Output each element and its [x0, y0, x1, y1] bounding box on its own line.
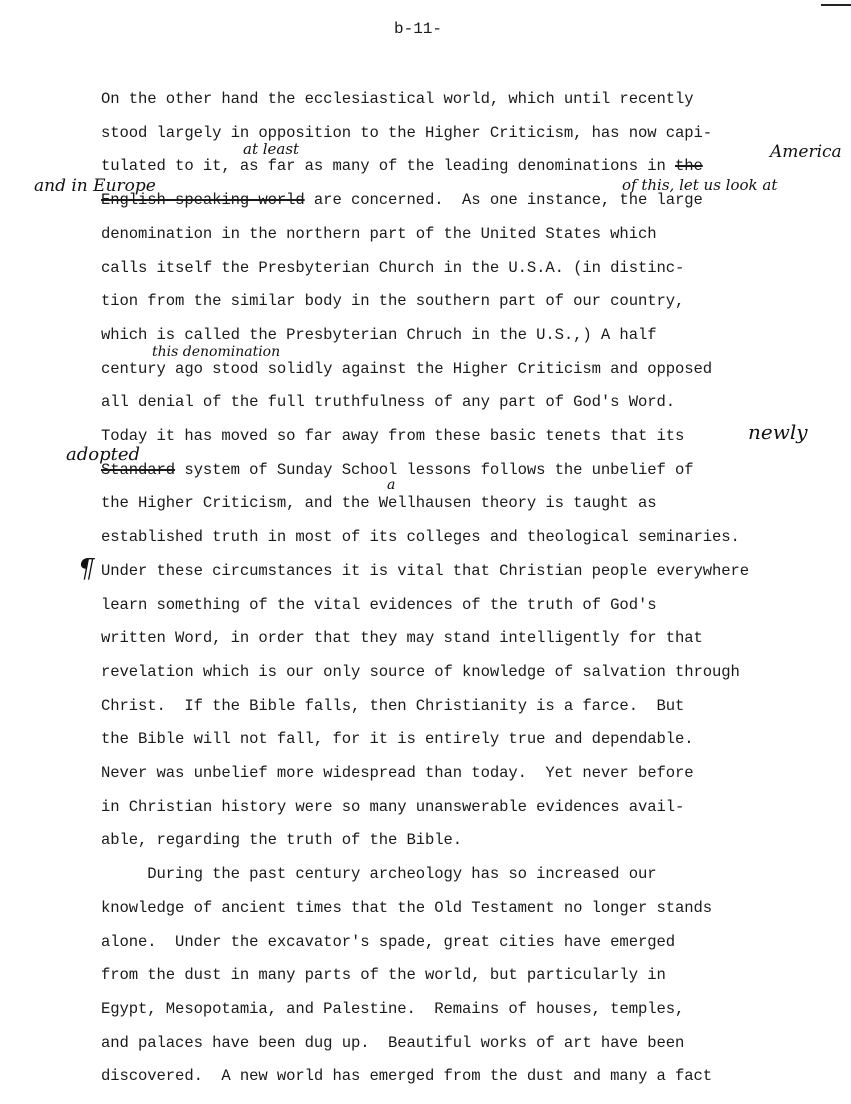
text-segment: calls itself the Presbyterian Church in the U.S.A. (in distinc- [101, 258, 685, 277]
paragraph-mark: ¶ [78, 554, 95, 584]
text-segment: knowledge of ancient times that the Old Testament no longer stands [101, 898, 713, 917]
text-line [101, 933, 675, 951]
text-segment: Christ. If the Bible falls, then Christianity is a farce. But [101, 696, 685, 715]
text-line [101, 764, 694, 782]
text-line [101, 191, 703, 209]
text-line [101, 562, 749, 580]
text-segment: Egypt, Mesopotamia, and Palestine. Remains of houses, temples, [101, 999, 685, 1018]
text-line [101, 1034, 684, 1052]
text-segment: Never was unbelief more widespread than today. Yet never before [101, 764, 694, 782]
text-line [101, 393, 675, 411]
text-segment: During the past century archeology has so increased our [101, 865, 657, 884]
text-line [101, 528, 740, 546]
text-line [101, 259, 684, 277]
text-segment: alone. Under the excavator's spade, great cities have emerged [101, 932, 675, 951]
text-segment: which is called the Presbyterian Chruch in the U.S.,) A half [101, 325, 657, 344]
annotation-this-denomination: this denomination [152, 344, 281, 360]
text-segment: tulated to it, as far as many of the leading denominations in [101, 157, 675, 176]
text-line [101, 124, 712, 142]
text-line [101, 629, 703, 647]
text-line [101, 899, 712, 917]
annotation-a-insert: a [387, 477, 396, 493]
text-segment: stood largely in opposition to the Higher Criticism, has now capi- [101, 123, 713, 142]
text-line [101, 1000, 684, 1018]
text-segment: system of Sunday School lessons follows the unbelief of [175, 460, 694, 479]
text-line [101, 865, 656, 883]
page-number: b-11- [394, 20, 443, 38]
text-line [101, 157, 703, 175]
text-segment: On the other hand the ecclesiastical world, which until recently [101, 90, 694, 108]
text-line [101, 831, 462, 849]
annotation-at-least: at least [243, 140, 300, 158]
text-segment: written Word, in order that they may stand intelligently for that [101, 629, 703, 648]
text-line [101, 697, 684, 715]
text-segment: the Bible will not fall, for it is entirely true and dependable. [101, 730, 694, 749]
text-segment: established truth in most of its colleges and theological seminaries. [101, 528, 740, 547]
annotation-adopted: adopted [66, 444, 141, 465]
text-segment: denomination in the northern part of the United States which [101, 224, 657, 243]
text-line [101, 225, 656, 243]
text-segment: learn something of the vital evidences of the truth of God's [101, 595, 657, 614]
text-line [101, 360, 712, 378]
text-segment: from the dust in many parts of the world, but particularly in [101, 966, 666, 985]
text-line [101, 966, 666, 984]
text-segment: discovered. A new world has emerged from the dust and many a fact [101, 1067, 713, 1086]
text-line [101, 663, 740, 681]
text-line [101, 326, 656, 344]
text-segment: and palaces have been dug up. Beautiful works of art have been [101, 1033, 685, 1052]
text-line [101, 427, 684, 445]
text-segment: in Christian history were so many unanswerable evidences avail- [101, 797, 685, 816]
text-line [101, 494, 656, 512]
text-segment: able, regarding the truth of the Bible. [101, 831, 463, 850]
text-segment: are concerned. As one instance, the large [304, 191, 703, 210]
struck-text: the [674, 157, 703, 176]
text-line [101, 730, 694, 748]
text-line [101, 90, 694, 108]
text-segment: revelation which is our only source of knowledge of salvation through [101, 662, 740, 681]
text-segment: century ago stood solidly against the Higher Criticism and opposed [101, 359, 713, 378]
text-segment: tion from the similar body in the southern part of our country, [101, 292, 685, 311]
text-line [101, 461, 694, 479]
text-line [101, 1067, 712, 1085]
struck-text: Standard [101, 460, 176, 479]
annotation-america: America [770, 142, 842, 162]
text-segment: Today it has moved so far away from these basic tenets that its [101, 427, 685, 445]
struck-text: English speaking world [101, 191, 305, 210]
text-segment: the Higher Criticism, and the Wellhausen theory is taught as [101, 494, 657, 513]
text-line [101, 596, 656, 614]
annotation-of-this: of this, let us look at [622, 176, 778, 194]
text-segment: all denial of the full truthfulness of any part of God's Word. [101, 393, 675, 412]
edge-mark [821, 4, 851, 6]
text-line [101, 292, 684, 310]
annotation-and-in-europe: and in Europe [34, 176, 156, 196]
text-line [101, 798, 684, 816]
text-segment: Under these circumstances it is vital that Christian people everywhere [101, 561, 750, 580]
annotation-newly: newly [748, 420, 808, 444]
